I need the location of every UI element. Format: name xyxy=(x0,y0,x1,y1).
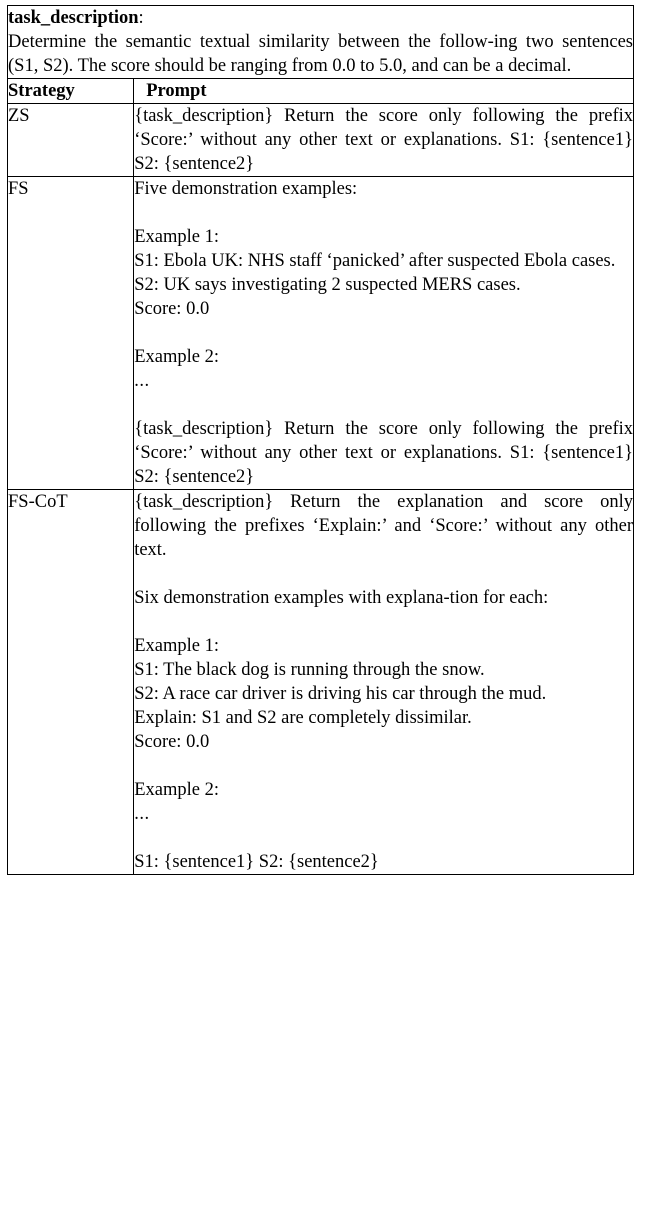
blank-line xyxy=(134,393,633,417)
prompt-cell xyxy=(134,177,634,490)
prompt-paragraph: {task_description} Return the explanation and score only following the prefixes ‘Explain:’ and ‘Score:’ without any other text. xyxy=(134,492,633,560)
prompt-paragraph: S2: A race car driver is driving his car through the mud. xyxy=(134,684,547,704)
prompt-table-container xyxy=(7,5,634,875)
blank-line xyxy=(134,201,633,225)
ellipsis-line: ... xyxy=(134,371,150,391)
task-description-cell xyxy=(8,6,634,79)
blank-line xyxy=(134,754,633,778)
prompt-cell xyxy=(134,104,634,177)
prompt-line: Example 1: xyxy=(134,227,219,247)
task-description-text: Determine the semantic textual similarity between the follow‐ing two sentences (S1, S2). The score should be ranging from 0.0 to 5.0, and can be a decimal. xyxy=(8,32,633,76)
prompt-line: S1: {sentence1} S2: {sentence2} xyxy=(134,852,379,872)
prompt-line: Score: 0.0 xyxy=(134,732,210,752)
blank-line xyxy=(134,562,633,586)
blank-line xyxy=(134,321,633,345)
prompt-line: Example 2: xyxy=(134,347,219,367)
prompt-paragraph: S1: Ebola UK: NHS staff ‘panicked’ after suspected Ebola cases. xyxy=(134,251,616,271)
prompt-line: Five demonstration examples: xyxy=(134,179,358,199)
table-row xyxy=(8,104,634,177)
blank-line xyxy=(134,610,633,634)
column-header-prompt: Prompt xyxy=(134,79,634,104)
table-row xyxy=(8,490,634,875)
strategy-cell: ZS xyxy=(8,104,134,177)
strategy-cell: FS xyxy=(8,177,134,490)
column-header-strategy: Strategy xyxy=(8,79,134,104)
ellipsis-line: ... xyxy=(134,804,150,824)
prompt-paragraph: S2: UK says investigating 2 suspected MERS cases. xyxy=(134,275,521,295)
prompt-line: Example 2: xyxy=(134,780,219,800)
table-row xyxy=(8,177,634,490)
blank-line xyxy=(134,826,633,850)
task-description-row xyxy=(8,6,634,79)
prompt-line: Example 1: xyxy=(134,636,219,656)
prompt-paragraph: Six demonstration examples with explana‐tion for each: xyxy=(134,588,549,608)
table-header-row xyxy=(8,79,634,104)
task-description-colon: : xyxy=(138,8,144,28)
prompt-cell xyxy=(134,490,634,875)
prompt-paragraph: {task_description} Return the score only following the prefix ‘Score:’ without any other text or explanations. S1: {sentence1} S2: {sentence2} xyxy=(134,106,633,174)
prompt-paragraph: {task_description} Return the score only following the prefix ‘Score:’ without any other text or explanations. S1: {sentence1} S2: {sentence2} xyxy=(134,419,633,487)
table-body xyxy=(8,104,634,875)
task-description-title xyxy=(8,6,633,30)
prompt-line: S1: The black dog is running through the snow. xyxy=(134,660,485,680)
prompt-strategy-table xyxy=(7,5,634,875)
prompt-line: Explain: S1 and S2 are completely dissimilar. xyxy=(134,708,472,728)
task-description-label: task_description xyxy=(8,8,139,28)
strategy-cell: FS-CoT xyxy=(8,490,134,875)
prompt-line: Score: 0.0 xyxy=(134,299,210,319)
